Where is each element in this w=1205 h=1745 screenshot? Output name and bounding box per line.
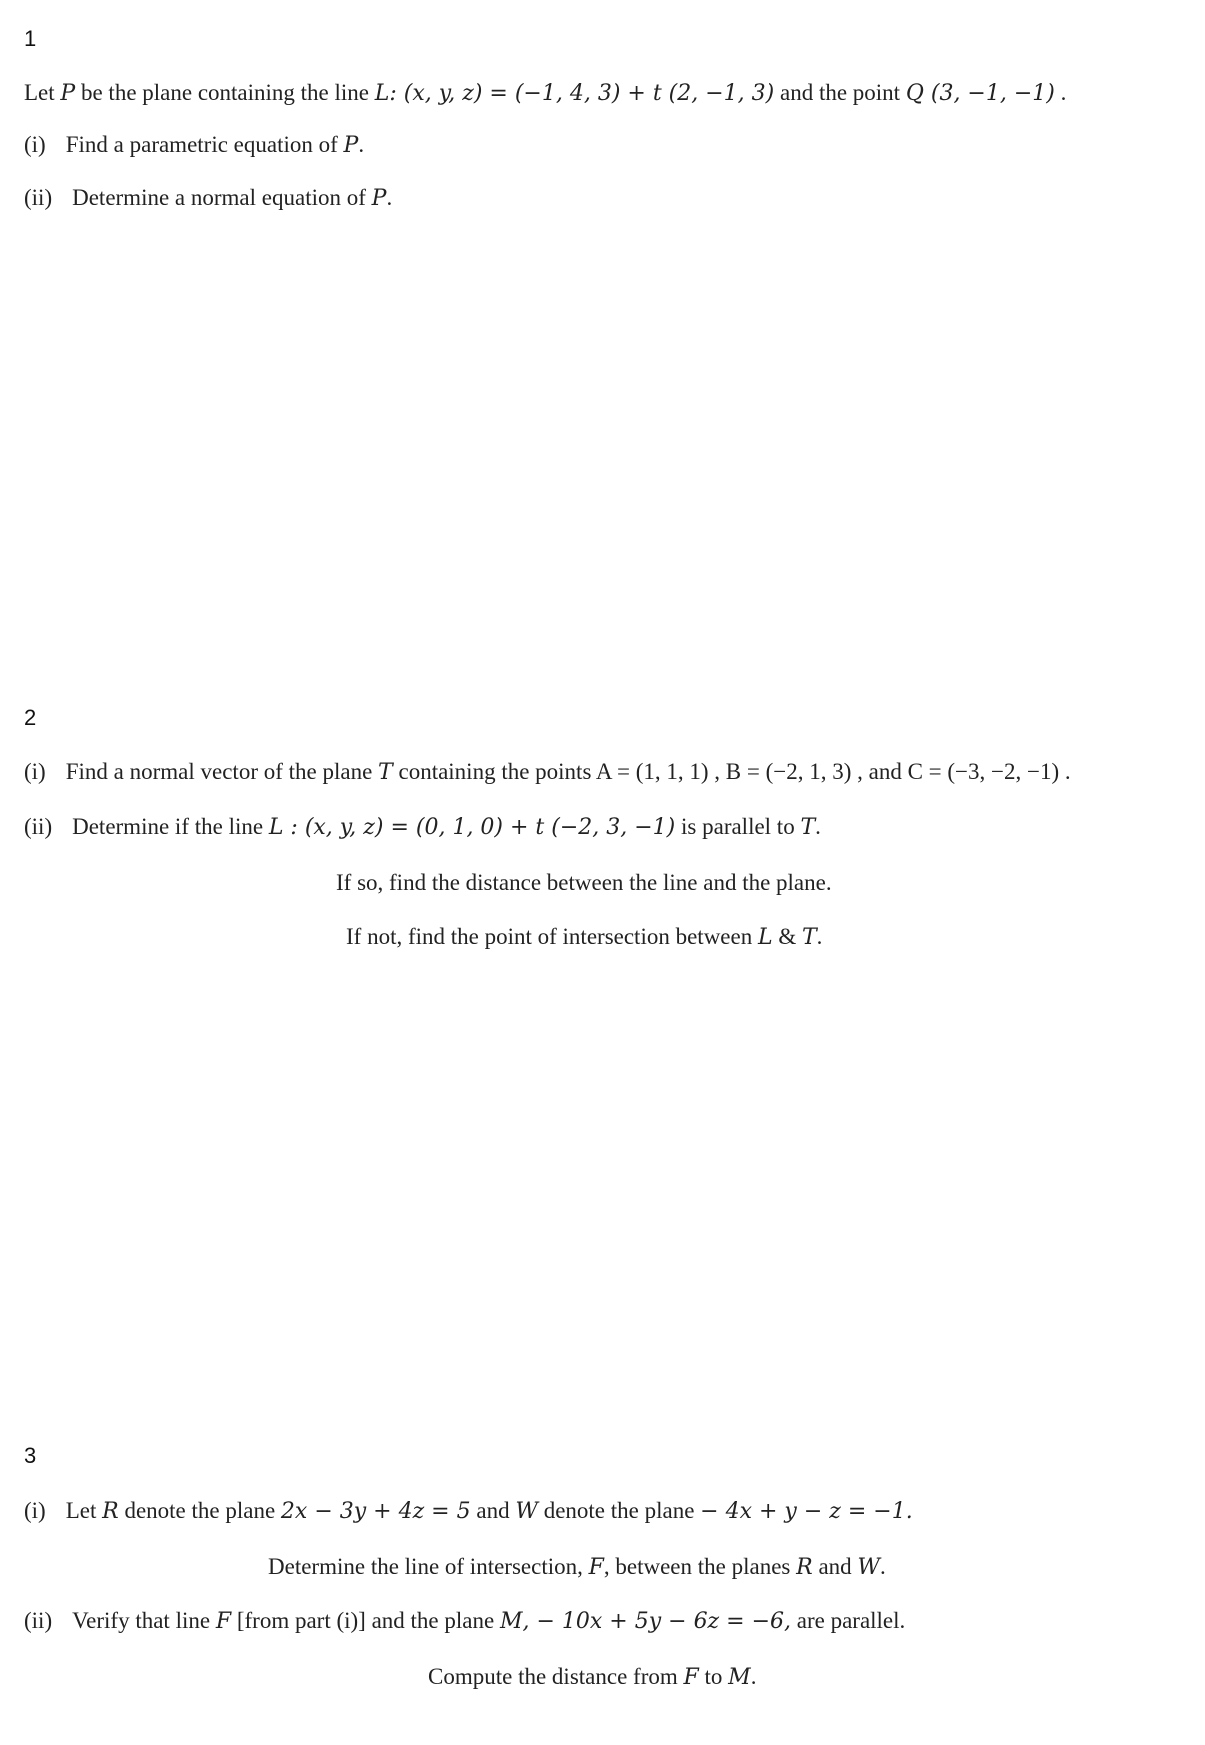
question-2-if-so (336, 868, 832, 898)
q2-if-not-text: If not, find the point of intersection between (346, 924, 758, 949)
question-2-if-not (346, 922, 822, 953)
q3-compute-end: . (750, 1664, 757, 1689)
q3-compute-var-f: F (683, 1665, 699, 1690)
question-2-part-i (24, 757, 1071, 788)
q1-part-ii-text: Determine a normal equation of (72, 185, 372, 210)
q3-compute-text-b: to (698, 1664, 729, 1689)
q2-if-not-var-l: L (757, 925, 773, 950)
question-2-part-ii (24, 812, 821, 843)
question-1-number: 1 (24, 26, 37, 51)
q1-intro-prefix: Let (24, 80, 61, 105)
q1-intro-var-p: P (60, 81, 76, 106)
question-3-number: 3 (24, 1443, 37, 1468)
q3-part-ii-label: (ii) (24, 1608, 53, 1633)
q2-if-not-amp: & (772, 924, 802, 949)
q2-part-i-label: (i) (24, 759, 46, 784)
question-1-part-i (24, 130, 364, 161)
q3-determine-text-a: Determine the line of intersection, (268, 1554, 589, 1579)
q1-part-i-var: P (343, 133, 359, 158)
q2-if-not-end: . (816, 924, 823, 949)
q3-part-ii-text-a: Verify that line (72, 1608, 216, 1633)
q1-line-equation: : (x, y, z) = (−1, 4, 3) + t (2, −1, 3) (389, 81, 775, 106)
q3-determine-var-r: R (796, 1555, 813, 1580)
q3-part-i-text-b: denote the plane (118, 1498, 281, 1523)
q1-part-i-text: Find a parametric equation of (65, 132, 344, 157)
q3-part-i-var-w: W (515, 1499, 538, 1524)
q3-compute-text-a: Compute the distance from (428, 1664, 684, 1689)
q3-plane-r-equation: 2x − 3y + 4z = 5 (280, 1499, 471, 1524)
q1-part-ii-end: . (386, 185, 393, 210)
q3-part-i-text-c: and (470, 1498, 516, 1523)
question-3-part-i (24, 1496, 913, 1527)
q2-part-i-var-t: T (378, 760, 393, 785)
q1-part-i-label: (i) (24, 132, 46, 157)
q3-determine-var-f: F (588, 1555, 604, 1580)
question-1-part-ii (24, 183, 392, 214)
q2-if-not-var-t: T (801, 925, 817, 950)
q3-part-i-label: (i) (24, 1498, 46, 1523)
question-3-determine (268, 1552, 886, 1583)
q2-part-ii-label: (ii) (24, 814, 53, 839)
q2-if-so-text: If so, find the distance between the line and the plane. (336, 870, 832, 895)
q3-part-ii-text-c: are parallel. (791, 1608, 906, 1633)
q2-part-i-text-a: Find a normal vector of the plane (65, 759, 379, 784)
question-2-number: 2 (24, 705, 37, 730)
q3-part-i-text-a: Let (65, 1498, 103, 1523)
q3-part-i-var-r: R (102, 1499, 119, 1524)
question-1-intro (24, 78, 1066, 109)
q1-part-ii-var: P (371, 186, 387, 211)
q3-part-ii-var-m: M (499, 1609, 523, 1634)
q1-part-i-end: . (358, 132, 365, 157)
q2-part-i-text-b: containing the points A = (1, 1, 1) , B = (−2, 1, 3) , and C = (−3, −2, −1) . (392, 759, 1071, 784)
q2-part-ii-var-l: L (268, 815, 284, 840)
q3-determine-text-c: and (812, 1554, 858, 1579)
question-3-compute (428, 1662, 756, 1693)
q2-line-equation: : (x, y, z) = (0, 1, 0) + t (−2, 3, −1) (283, 815, 676, 840)
q3-plane-m-equation: , − 10x + 5y − 6z = −6, (522, 1609, 791, 1634)
q1-intro-middle: be the plane containing the line (75, 80, 375, 105)
q1-point-q: Q (3, −1, −1) (905, 81, 1055, 106)
q3-part-ii-text-b: [from part (i)] and the plane (231, 1608, 500, 1633)
q3-determine-var-w: W (857, 1555, 881, 1580)
q2-part-ii-var-t: T (800, 815, 816, 840)
q3-determine-end: . (880, 1554, 886, 1579)
q2-part-ii-end: . (815, 814, 821, 839)
q1-intro-and: and the point (774, 80, 906, 105)
q3-plane-w-equation: − 4x + y − z = −1. (700, 1499, 913, 1524)
q1-intro-end: . (1054, 80, 1067, 105)
q2-part-ii-text-b: is parallel to (675, 814, 801, 839)
q3-part-ii-var-f: F (215, 1609, 232, 1634)
q3-determine-text-b: , between the planes (603, 1554, 797, 1579)
q3-compute-var-m: M (728, 1665, 751, 1690)
question-3-part-ii (24, 1606, 905, 1637)
q2-part-ii-text-a: Determine if the line (72, 814, 269, 839)
q1-intro-var-l: L (374, 81, 390, 106)
q1-part-ii-label: (ii) (24, 185, 53, 210)
q3-part-i-text-d: denote the plane (537, 1498, 701, 1523)
